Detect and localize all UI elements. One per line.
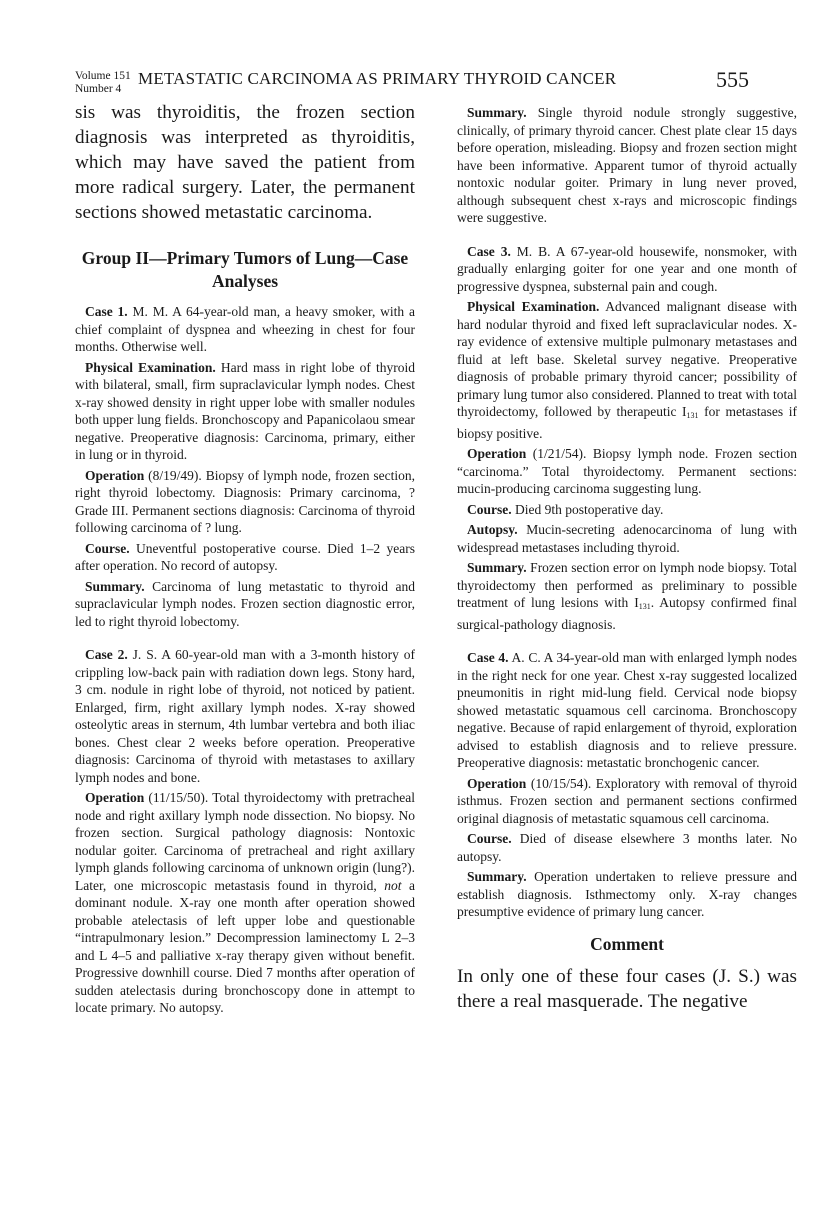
running-header xyxy=(0,0,816,100)
case2-op-label: Operation xyxy=(85,790,145,805)
case4-course xyxy=(457,830,797,865)
case4-summary xyxy=(457,868,797,921)
case2-operation xyxy=(75,789,415,1017)
case4-op-text: (10/15/54). Exploratory with removal of thyroid isthmus. Frozen section and permanent sections confirmed original diagnosis of metastatic squamous cell carcinoma. xyxy=(457,775,797,826)
case4-intro-text: A. C. A 34-year-old man with enlarged lymph nodes in the right neck for one year. Chest x-ray suggested localized pneumonitis in right mid-lung field. Cervical node biopsy showed metastatic squamous cell carcinoma. Bronchoscopy negative. Because of rapid enlargement of thyroid, exploration advised to establish diagnosis and to relieve pressure. Preoperative diagnosis: metastatic bronchogenic cancer. xyxy=(457,650,797,770)
case3-intro xyxy=(457,243,797,296)
case1-intro-text: M. M. A 64-year-old man, a heavy smoker, with a chief complaint of dyspnea and wheezing in chest for four months. Otherwise well. xyxy=(75,304,415,354)
case3-summary-text-1: Frozen section error on lymph node biopsy. Total thyroidectomy then performed as preliminary to possible treatment of lung lesions with I xyxy=(457,560,797,610)
case3-course-label: Course. xyxy=(467,501,512,517)
case3-op-label: Operation xyxy=(467,446,527,461)
case4-summary-text: Operation undertaken to relieve pressure and establish diagnosis. Isthmectomy only. X-ray changes presumptive evidence of primary lung cancer. xyxy=(457,869,797,919)
case1-op-text: (8/19/49). Biopsy of lymph node, frozen section, right thyroid lobectomy. Diagnosis: Primary carcinoma, ? Grade III. Permanent sections diagnosis: Carcinoma of thyroid following carcinoma of ? lung. xyxy=(75,467,415,535)
case2-summary xyxy=(457,104,797,227)
case2-intro-text: J. S. A 60-year-old man with a 3-month history of crippling low-back pain with radiation down legs. Stony hard, 3 cm. nodule in right lobe of thyroid, not noticed by patient. Enlarged, firm, right axillary lymph nodes. X-ray showed osteolytic areas in sternum, 4th lumbar vertebra and both iliac bones. Chest clear 2 weeks before operation. Preoperative diagnosis: Carcinoma of thyroid with metastases to axillary lymph nodes and bone. xyxy=(75,647,416,785)
case3-summary-subscript: 131 xyxy=(638,602,651,611)
right-column xyxy=(457,104,797,1014)
case3-autopsy xyxy=(457,521,797,556)
case2-op-text-2: a dominant nodule. X-ray one month after operation showed probable atelectasis of left upper lobe and questionable “intrapulmonary lesion.” Decompression laminectomy L 2–3 and L 4–5 and palliative x-ray therapy given without benefit. Progressive downhill course. Died 7 months after operation of sudden atelectasis during bronchoscopy done in attempt to locate primary. No autopsy. xyxy=(75,877,416,1015)
case3-label: Case 3. xyxy=(467,243,511,259)
case1-summary-label: Summary. xyxy=(85,578,145,594)
case3-intro-text: M. B. A 67-year-old housewife, nonsmoker, with gradually enlarging goiter for one year and one month of progressive dyspnea, substernal pain and cough. xyxy=(457,243,798,294)
case3-operation xyxy=(457,445,797,498)
running-title: METASTATIC CARCINOMA AS PRIMARY THYROID CANCER xyxy=(138,69,617,88)
case1-course-text: Uneventful postoperative course. Died 1–2 years after operation. No record of autopsy. xyxy=(75,540,415,573)
comment-paragraph: In only one of these four cases (J. S.) was there a real masquerade. The negative xyxy=(457,965,797,1012)
case3-summary-text-2: . Autopsy confirmed final surgical-pathology diagnosis. xyxy=(457,595,797,632)
intro-paragraph: sis was thyroiditis, the frozen section diagnosis was interpreted as thyroiditis, which may have saved the patient from more radical surgery. Later, the permanent sections showed metastatic carcinoma. xyxy=(75,102,415,223)
volume-number: Volume 151 xyxy=(75,70,131,82)
case1-pe-text: Hard mass in right lobe of thyroid with bilateral, small, firm supraclavicular lymph nodes. Chest x-ray showed density in right upper lobe with smaller nodules both upper lung fields. Bronchoscopy and Papanicolaou smear negative. Preoperative diagnosis: Carcinoma, primary, either in lung or in thyroid. xyxy=(75,359,415,462)
case3-pe-text-2: for metastases if biopsy positive. xyxy=(457,404,798,441)
case1-course xyxy=(75,540,415,575)
comment-heading: Comment xyxy=(590,933,664,954)
group-heading: Group II—Primary Tumors of Lung—Case Analyses xyxy=(81,248,409,291)
left-column xyxy=(75,100,415,1017)
case4-op-label: Operation xyxy=(467,775,527,791)
case4-course-label: Course. xyxy=(467,831,512,846)
case4-intro xyxy=(457,649,797,772)
case1-op-label: Operation xyxy=(85,467,145,483)
case1-operation xyxy=(75,467,415,537)
case3-course-text: Died 9th postoperative day. xyxy=(511,501,664,517)
case2-op-italic: not xyxy=(384,877,402,893)
case4-course-text: Died of disease elsewhere 3 months later. No autopsy. xyxy=(457,831,797,864)
case1-pe-label: Physical Examination. xyxy=(85,359,216,375)
case3-pe-label: Physical Examination. xyxy=(467,299,600,314)
case3-pe-subscript: 131 xyxy=(686,411,699,420)
case3-autopsy-label: Autopsy. xyxy=(467,522,518,537)
issue-number: Number 4 xyxy=(75,83,122,95)
case2-summary-text: Single thyroid nodule strongly suggestive, clinically, of primary thyroid cancer. Chest plate clear 15 days before operation, misleading. Biopsy and frozen section might have been informative. Apparent tumor of thyroid actually nontoxic nodular goiter. Primary in lung never proved, although subsequent chest x-rays and microscopic findings were suggestive. xyxy=(457,105,797,225)
case1-label: Case 1. xyxy=(85,304,128,319)
page-number: 555 xyxy=(716,67,749,92)
case3-course xyxy=(457,501,797,519)
case1-physical-exam xyxy=(75,359,415,464)
case1-summary-text: Carcinoma of lung metastatic to thyroid and supraclavicular lymph nodes. Frozen section diagnostic error, led to right thyroid lobectomy. xyxy=(75,578,415,629)
case2-summary-label: Summary. xyxy=(467,105,527,120)
case1-intro xyxy=(75,303,415,356)
case1-summary xyxy=(75,578,415,631)
case3-summary xyxy=(457,559,797,633)
case3-autopsy-text: Mucin-secreting adenocarcinoma of lung with widespread metastases including thyroid. xyxy=(457,522,797,555)
case3-op-text: (1/21/54). Biopsy lymph node. Frozen section “carcinoma.” Total thyroidectomy. Permanent sections: mucin-producing carcinoma suggesting lung. xyxy=(457,446,797,496)
case3-pe-text-1: Advanced malignant disease with hard nodular thyroid and fixed left supraclavicular nodes. X-ray evidence of extensive multiple pulmonary metastases and fluid at left base. Skeletal survey negative. Preoperative diagnosis of probable primary thyroid cancer; possibility of primary lung tumor also considered. Planned to treat with total thyroidectomy, followed by therapeutic I xyxy=(457,299,798,419)
case2-intro xyxy=(75,646,415,786)
case1-course-label: Course. xyxy=(85,540,130,556)
case2-label: Case 2. xyxy=(85,647,128,662)
case4-summary-label: Summary. xyxy=(467,869,527,884)
case3-physical-exam xyxy=(457,298,797,442)
case4-label: Case 4. xyxy=(467,650,509,665)
volume-info xyxy=(75,70,131,96)
case4-operation xyxy=(457,775,797,828)
case2-op-text-1: (11/15/50). Total thyroidectomy with pretracheal node and right axillary lymph node dissection. No biopsy. No frozen section. Surgical pathology diagnosis: Nontoxic nodular goiter. Carcinoma of pretracheal and right axillary lymph glands following carcinoma of unknown origin (lung?). Later, one microscopic metastasis found in thyroid, xyxy=(75,790,415,893)
case3-summary-label: Summary. xyxy=(467,560,527,575)
